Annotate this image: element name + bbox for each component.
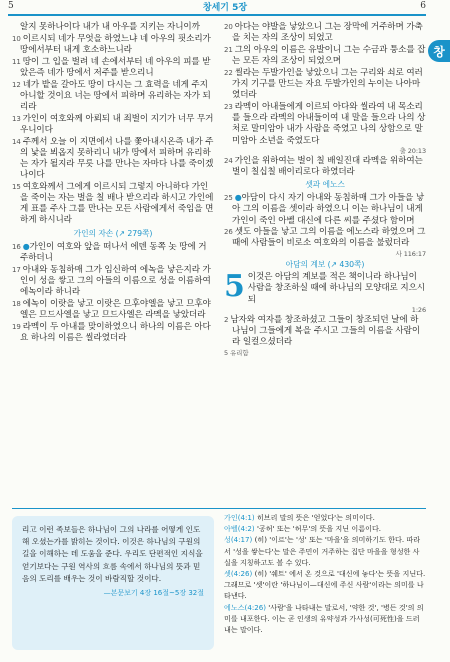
right-column <box>224 22 426 357</box>
word-notes <box>224 512 426 652</box>
verse-4-25: 25 ●아담이 다시 자기 아내와 동침하매 그가 아들을 낳아 그의 이름을 셋이라 하였으니 이는 하나님이 내게 가인이 죽인 아벨 대신에 다른 씨를 주셨다 함이며 <box>224 193 425 226</box>
verse-4-9-cont: 알지 못하나이다 내가 내 아우를 지키는 자니이까 <box>20 22 200 32</box>
word-note: 에노스(4:26) '사람'을 나타내는 말로서, '약한 것', '병든 것'의 의미를 내포한다. 이는 곧 인생의 유약성과 가사성(可死性)을 드러내는 말이다. <box>224 602 424 635</box>
verse-5-2: 2 남자와 여자를 창조하셨고 그들이 창조되던 날에 하나님이 그들에게 복을 주시고 그들의 이름을 사람이라 일컬으셨더라 <box>224 314 421 348</box>
page-number-right: 6 <box>420 1 426 11</box>
word-note: 성(4:17) (히) '이르'는 '성' 또는 '마을'을 의미하기도 한다. 따라서 '성을 쌓는다'는 말은 주민이 거주하는 집단 마을을 형성한 사실을 지칭하고도 볼 수 있다. <box>224 535 421 567</box>
verse-4-14: 14 주께서 오늘 이 지면에서 나를 쫓아내시온즉 내가 주의 낯을 뵈옵지 못하리니 내가 땅에서 피하며 유리하는 자가 될지라 무릇 나를 만나는 자마다 나를 죽이겠나이다 <box>12 136 214 181</box>
bottom-divider <box>12 508 426 509</box>
verse-4-12: 12 네가 밭을 갈아도 땅이 다시는 그 효력을 네게 주지 아니할 것이요 너는 땅에서 피하며 유리하는 자가 되리라 <box>12 79 211 112</box>
cross-ref-5-1: 1:26 <box>411 306 426 315</box>
word-note: 가인(4:1) 히브리 말의 뜻은 '얻었다'는 의미이다. <box>224 513 375 522</box>
verse-5-1: 이것은 아담의 계보를 적은 책이니라 하나님이 사람을 창조하실 때에 하나님의 모양대로 지으시되 <box>247 272 425 305</box>
verse-4-21: 21 그의 아우의 이름은 유발이니 그는 수금과 퉁소를 잡는 모든 자의 조상이 되었으며 <box>224 44 426 67</box>
header-rule <box>8 14 426 16</box>
verse-4-23: 23 라멕이 아내들에게 이르되 아다와 씰라여 내 목소리를 들으라 라멕의 아내들이여 내 말을 들으라 나의 상처로 말미암아 내가 사람을 죽였고 나의 상함으로 말미암아 소년을 죽였도다 <box>224 101 426 146</box>
page-header <box>0 0 450 16</box>
verse-4-26: 26 셋도 아들을 낳고 그의 이름을 에노스라 하였으며 그때에 사람들이 비로소 여호와의 이름을 불렀더라 <box>224 227 426 249</box>
verse-4-18: 18 에녹이 이랏을 낳고 이랏은 므후야엘을 낳고 므후야엘은 므드사엘을 낳고 므드사엘은 라멕을 낳았더라 <box>12 298 211 320</box>
cross-ref-4-23: 출 20:13 <box>399 147 426 156</box>
verse-4-20: 20 아다는 야발을 낳았으니 그는 장막에 거주하며 가축을 치는 자의 조상이 되었고 <box>224 22 423 44</box>
verse-4-13: 13 가인이 여호와께 아뢰되 내 죄벌이 지기가 너무 무거우니이다 <box>12 113 214 135</box>
verse-4-19: 19 라멕이 두 아내를 맞이하였으니 하나의 이름은 아다요 하나의 이름은 씰라였더라 <box>12 321 211 343</box>
section-heading-adam-genealogy: 아담의 계보 (↗ 430쪽) <box>285 260 365 270</box>
word-note: 셋(4:26) (히) '쉐트' 에서 온 것으로 '대신에 놓다'는 뜻을 지닌다. 그래므로 '셋'이란 '하나님이—대신에 주신 사람'이라는 의미를 나타낸다. <box>224 569 426 601</box>
commentary-text: 리고 이런 족보들은 하나님이 그의 나라를 어떻게 인도해 오셨는가를 밝히는 것이다. 이것은 하나님의 구원의 길을 이해하는 데 도움을 준다. 우리도 단편적인 지식을 얻기보다는 구원 역사의 흐름 속에서 하나님의 뜻과 믿음의 도리를 배우는 것이 바람직할 것이다. <box>22 525 203 583</box>
verse-4-11: 11 땅이 그 입을 벌려 네 손에서부터 네 아우의 피를 받았은즉 네가 땅에서 저주를 받으리니 <box>12 56 211 78</box>
verse-4-15: 15 여호와께서 그에게 이르시되 그렇지 아니하다 가인을 죽이는 자는 벌을 칠 배나 받으리라 하시고 가인에게 표를 주사 그를 만나는 모든 사람에게서 죽임을 면하게 하시니라 <box>12 181 214 226</box>
cross-ref-4-26: 사 116:17 <box>395 250 426 259</box>
word-note: 아벨(4:2) '공허' 또는 '허무'의 뜻을 지닌 이름이다. <box>224 524 382 534</box>
commentary-reference[interactable]: —본문보기 4장 16절~5장 32절 <box>103 589 204 598</box>
verse-4-22: 22 씰라는 두발가인을 낳았으니 그는 구리와 쇠로 여러 가지 기구를 만드는 자요 두발가인의 누이는 나아마였더라 <box>224 67 423 101</box>
section-heading-cain-descendants: 가인의 자손 (↗ 279쪽) <box>73 228 153 238</box>
verse-4-16: 16 ●가인이 여호와 앞을 떠나서 에덴 동쪽 놋 땅에 거주하더니 <box>12 241 207 263</box>
section-heading-seth: 셋과 에노스 <box>305 180 345 190</box>
book-tab[interactable]: 창 <box>428 40 450 62</box>
verse-4-10: 10 이르시되 네가 무엇을 하였느냐 네 아우의 핏소리가 땅에서부터 내게 호소하느니라 <box>12 33 211 55</box>
verse-4-17: 17 아내와 동침하매 그가 임신하여 에녹을 낳은지라 가인이 성을 쌓고 그의 아들의 이름으로 성을 이름하여 에녹이라 하니라 <box>12 264 211 297</box>
verse-4-24: 24 가인을 위하여는 벌이 칠 배일진대 라멕을 위하여는 벌이 칠십칠 배이리로다 하였더라 <box>224 155 423 177</box>
paragraph-bullet-icon: ● <box>22 241 30 251</box>
commentary-box <box>12 516 214 650</box>
paragraph-bullet-icon: ● <box>234 193 242 203</box>
footnote-5: 5 유리함 <box>224 348 249 357</box>
page-number-left: 5 <box>8 1 14 11</box>
chapter-title: 창세기 5장 <box>202 3 248 13</box>
chapter-number: 5 <box>224 269 245 305</box>
chapter-5-start <box>224 269 426 357</box>
left-column <box>12 22 214 344</box>
